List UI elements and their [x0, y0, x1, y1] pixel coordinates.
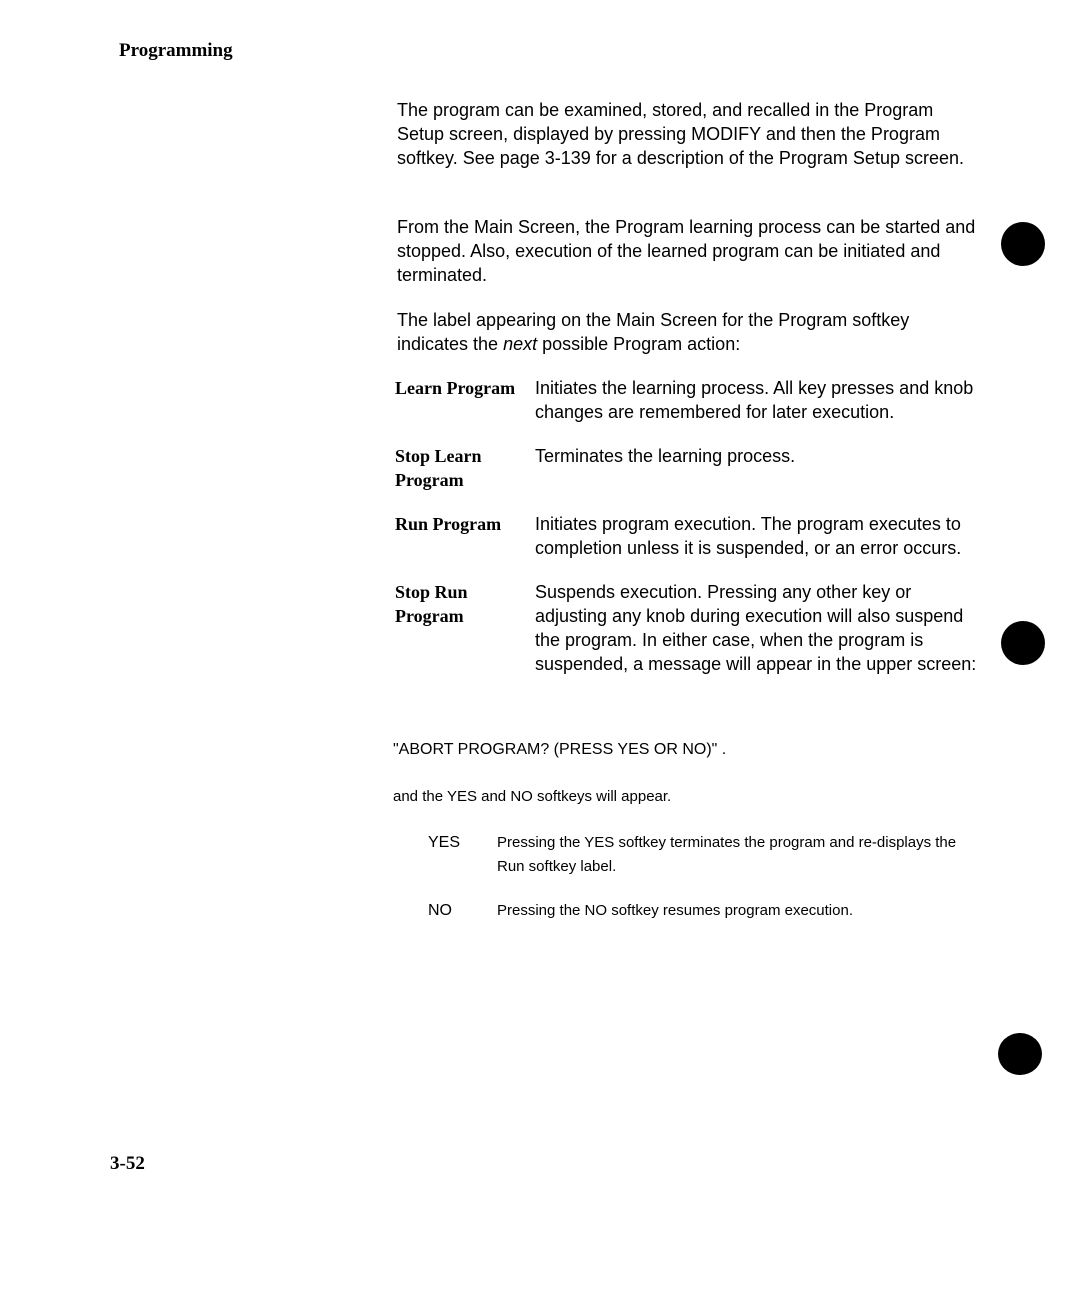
paragraph-softkey-label: [397, 308, 977, 356]
option-no: [428, 899, 957, 923]
definition-desc: Initiates the learning process. All key presses and knob changes are remembered for later execution.: [535, 378, 974, 422]
definition-desc: Terminates the learning process.: [535, 446, 796, 466]
option-desc-yes: Pressing the YES softkey terminates the program and re-displays the Run softkey label.: [497, 834, 957, 875]
emphasis-next: next: [503, 334, 538, 354]
paragraph-softkey-label-start: The label appearing on the Main Screen for the Program softkey indicates the: [397, 310, 910, 354]
binder-hole-icon: [1001, 621, 1045, 665]
abort-message: "ABORT PROGRAM? (PRESS YES OR NO)" .: [393, 741, 727, 758]
section-header: Programming: [119, 40, 233, 61]
paragraph-program-setup: The program can be examined, stored, and recalled in the Program Setup screen, displayed by pressing MODIFY and then the Program softkey. See page 3-139 for a description of the Program Setup screen.: [397, 100, 964, 168]
definition-term-stop-run-program: Stop Run Program: [395, 582, 468, 626]
page-number: 3-52: [110, 1153, 145, 1174]
yesno-intro: and the YES and NO softkeys will appear.: [393, 788, 672, 805]
definition-desc: Initiates program execution. The program executes to completion unless it is suspended, or an error occurs.: [535, 514, 962, 558]
definition-row: [395, 376, 995, 424]
definition-desc: Suspends execution. Pressing any other key or adjusting any knob during execution will also suspend the program. In either case, when the program is suspended, a message will appear in the upper screen:: [535, 582, 977, 674]
option-desc-no: Pressing the NO softkey resumes program execution.: [497, 902, 853, 919]
definition-term-stop-learn-program: Stop Learn Program: [395, 446, 482, 490]
paragraph-main-screen: From the Main Screen, the Program learning process can be started and stopped. Also, execution of the learned program can be initiated and terminated.: [397, 217, 976, 285]
option-yes: [428, 831, 957, 879]
definition-term-run-program: Run Program: [395, 514, 502, 534]
option-key-yes: YES: [428, 834, 461, 851]
definition-row: [395, 444, 995, 492]
paragraph-softkey-label-end: possible Program action:: [537, 334, 741, 354]
binder-hole-icon: [998, 1033, 1042, 1075]
definition-term-learn-program: Learn Program: [395, 378, 516, 398]
option-key-no: NO: [428, 902, 452, 919]
definition-row: [395, 512, 995, 560]
definition-row: [395, 580, 995, 676]
program-action-list: [395, 376, 995, 696]
binder-hole-icon: [1001, 222, 1045, 266]
